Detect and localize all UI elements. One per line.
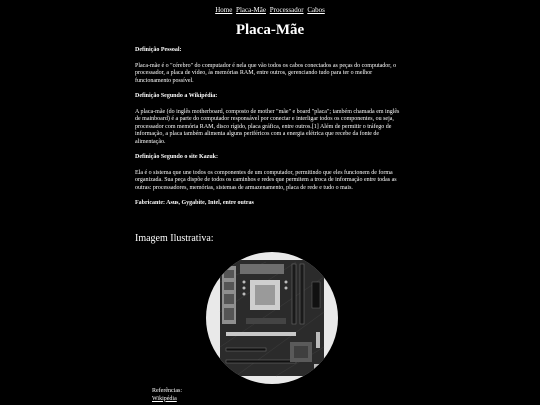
- section-text-kazuk: Ela é o sistema que une todos os componentes de um computador, permitindo que eles funcionem de forma organizada. Sua peça dispõe de todos os caminhos e redes que permitem a troca de informação entre todas as outras: processadores, memórias, sistemas de armazenamento, placa de rede e tudo o mais.: [135, 169, 397, 191]
- pcie-slot-2: [226, 348, 266, 351]
- page-title: Placa-Mãe: [235, 22, 305, 38]
- top-navigation: [0, 6, 540, 15]
- references-label: Referências:: [152, 388, 182, 394]
- power-connector: [312, 282, 320, 308]
- m2-slot: [246, 318, 286, 324]
- nav-link-processador[interactable]: Processador: [269, 6, 304, 14]
- motherboard-image: [206, 252, 338, 384]
- nav-link-placa-mae[interactable]: Placa-Mãe: [236, 6, 266, 14]
- nav-link-cabos[interactable]: Cabos: [307, 6, 325, 14]
- section-text-personal: Placa-mãe é o "cérebro" do computador é nela que vão todos os cabos conectados as peças do computador, o processador, a placa de vídeo, às memórias RAM, entre outros, gerenciando tudo para ter o melhor funcionamento possível.: [135, 62, 397, 84]
- references: [152, 388, 182, 403]
- section-heading-kazuk: Definição Segundo o site Kazuk:: [135, 154, 219, 160]
- ram-slot-1: [292, 264, 296, 324]
- motherboard-illustration: [206, 252, 338, 384]
- vrm-heatsink: [240, 264, 284, 274]
- nav-link-home[interactable]: Home: [215, 6, 233, 14]
- section-heading-wikipedia: Definição Segundo a Wikipédia:: [135, 93, 218, 99]
- section-text-wikipedia: A placa-mãe (do inglês motherboard, composto de mother "mãe" e board "placa"; também chamada em inglês de mainboard) é a parte do computador responsável por conectar e interligar todos os componentes, ou seja, processador com memória RAM, disco rígido, placa gráfica, entre outros.[1] Além de permitir o tráfego de informação, a placa também alimenta alguns periféricos com a energia elétrica que recebe da fonte de alimentação.: [135, 108, 400, 145]
- section-heading-personal: Definição Pessoal:: [135, 47, 182, 53]
- image-section-title: Imagem Ilustrativa:: [135, 233, 214, 244]
- pcie-slot-1: [226, 332, 296, 336]
- ram-slot-2: [300, 264, 304, 324]
- reference-link-wikipedia[interactable]: Wikipédia: [152, 395, 177, 402]
- pcie-slot-3: [226, 360, 296, 363]
- main-content: [135, 47, 405, 216]
- manufacturers-line: Fabricante: Asus, Gygabite, Intel, entre outras: [135, 200, 254, 206]
